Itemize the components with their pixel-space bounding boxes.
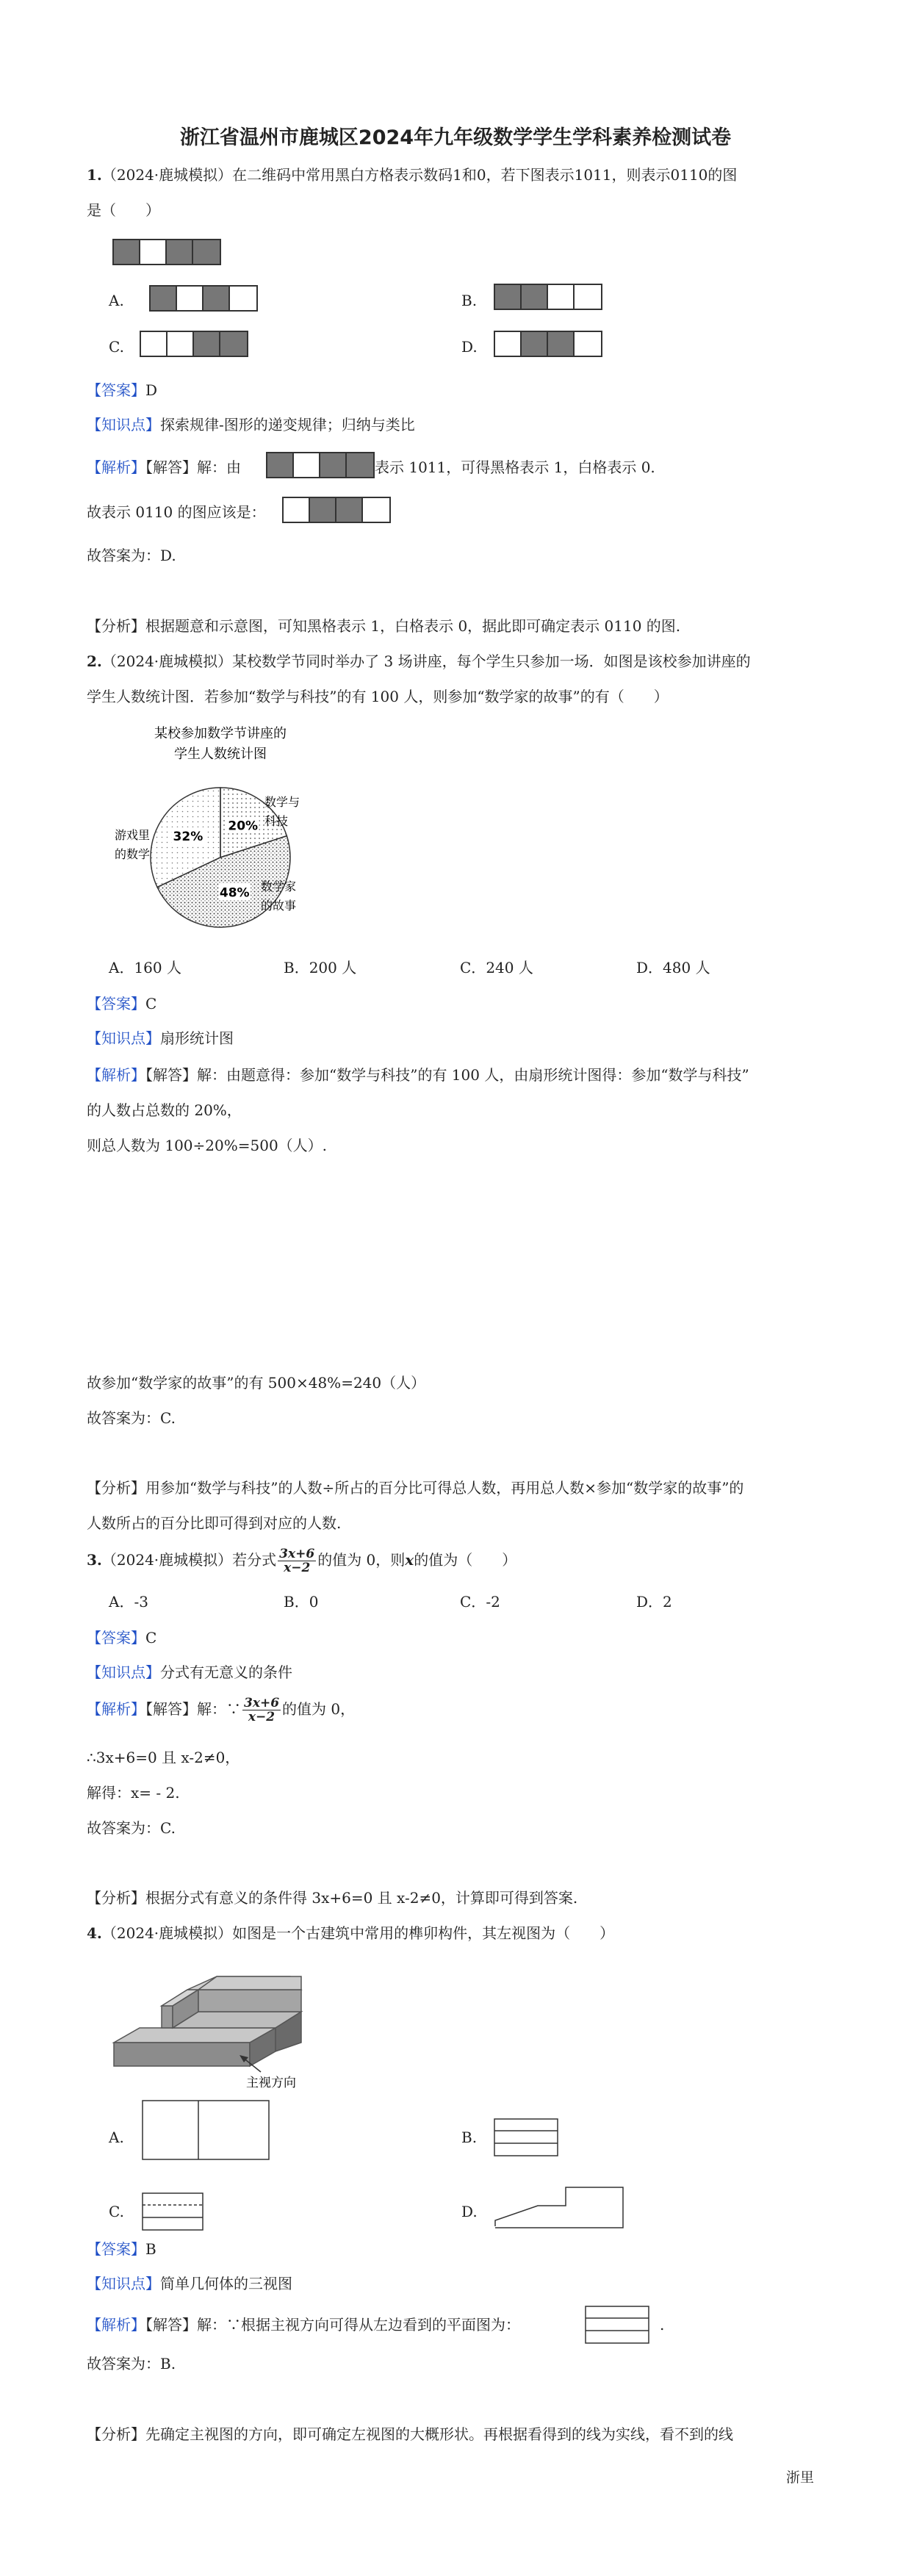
q2-answer-tag: 【答案】 — [87, 995, 145, 1012]
white-cell — [284, 498, 310, 522]
black-cell — [193, 240, 220, 264]
q4-option-a-label[interactable]: A. — [109, 2129, 124, 2146]
q3-text-mid: 的值为 0，则 — [317, 1551, 406, 1569]
q3-frac-numerator: 3x+6 — [279, 1547, 315, 1561]
page-footer: 浙里 — [786, 2469, 815, 2486]
q1-stem-line2: 是（ ） — [87, 201, 160, 219]
q4-analysis-tag: 【解析】 — [87, 2316, 145, 2334]
q3-option-b-text: 0 — [309, 1593, 319, 1611]
black-cell — [522, 285, 548, 309]
q3-knowledge-text: 分式有无意义的条件 — [160, 1663, 292, 1681]
q3-option-a-text: -3 — [134, 1593, 148, 1611]
q3-option-a[interactable] — [109, 1593, 148, 1611]
black-cell — [167, 240, 193, 264]
q2-option-a-text: 160 人 — [134, 959, 181, 976]
q1-fenxi — [87, 617, 680, 635]
pie-percent-label: 48% — [219, 885, 250, 901]
white-cell — [575, 332, 601, 356]
q2-option-b-label: B． — [284, 959, 309, 976]
q3-sol1-pre: 解：∵ — [197, 1700, 241, 1718]
q2-option-b[interactable] — [284, 959, 356, 976]
q2-option-d[interactable] — [636, 959, 710, 976]
q1-solution-line2: 故表示 0110 的图应该是： — [87, 503, 266, 521]
white-cell — [141, 332, 168, 356]
q1-fenxi-tag: 【分析】 — [87, 617, 145, 635]
q1-option-a-label[interactable]: A. — [109, 292, 124, 309]
q2-solution-line3: 则总人数为 100÷20%=500（人）. — [87, 1137, 328, 1154]
q1-knowledge-text: 探索规律-图形的递变规律；归纳与类比 — [160, 416, 415, 433]
white-cell — [177, 287, 204, 310]
q3-stem — [87, 1546, 516, 1575]
q2-solution-line5: 故答案为：C. — [87, 1409, 176, 1427]
q3-answer-tag: 【答案】 — [87, 1629, 145, 1647]
q4-option-a-figure[interactable] — [142, 2100, 270, 2160]
q3-source: （2024·鹿城模拟） — [101, 1551, 233, 1569]
q1-figure-strip — [112, 239, 221, 265]
black-cell — [194, 332, 220, 356]
q2-knowledge-tag: 【知识点】 — [87, 1029, 160, 1047]
q3-knowledge-tag: 【知识点】 — [87, 1663, 160, 1681]
q1-solution-line1 — [87, 458, 241, 476]
q1-number: 1. — [87, 166, 102, 184]
q4-answer-value: B — [145, 2240, 156, 2258]
q2-fenxi-text1: 用参加“数学与科技”的人数÷所占的百分比可得总人数，再用总人数×参加“数学家的故事”的 — [145, 1479, 744, 1497]
pie-title-line2: 学生人数统计图 — [174, 746, 267, 762]
black-cell — [336, 498, 363, 522]
direction-label: 主视方向 — [246, 2076, 296, 2090]
q1-knowledge-tag: 【知识点】 — [87, 416, 160, 433]
q2-option-d-label: D． — [636, 959, 663, 976]
white-cell — [168, 332, 194, 356]
q2-stem-text: 某校数学节同时举办了 3 场讲座，每个学生只参加一场．如图是该校参加讲座的 — [232, 652, 751, 670]
q4-answer — [87, 2240, 156, 2258]
q3-sol1-post: 的值为 0， — [282, 1700, 356, 1718]
q4-knowledge-text: 简单几何体的三视图 — [160, 2275, 292, 2292]
q3-option-d-label: D． — [636, 1593, 663, 1611]
q2-number: 2. — [87, 652, 102, 670]
q3-option-b-label: B． — [284, 1593, 309, 1611]
q2-option-c-label: C． — [460, 959, 486, 976]
q3-option-b[interactable] — [284, 1593, 318, 1611]
q2-solution-line4: 故参加“数学家的故事”的有 500×48%=240（人） — [87, 1374, 426, 1392]
q1-stem-text: 在二维码中常用黑白方格表示数码1和0，若下图表示1011，则表示0110的图 — [232, 166, 738, 184]
q4-figure — [110, 1954, 331, 2090]
q4-fenxi — [87, 2425, 733, 2443]
q3-option-a-label: A． — [109, 1593, 134, 1611]
q1-stem-line1 — [87, 166, 737, 184]
q2-option-a[interactable] — [109, 959, 181, 976]
white-cell — [140, 240, 167, 264]
q4-option-c-figure[interactable] — [142, 2192, 204, 2231]
q3-sol-frac-denominator: x−2 — [248, 1710, 276, 1724]
white-cell — [495, 332, 522, 356]
q4-option-b-label[interactable]: B. — [461, 2129, 478, 2146]
q2-option-c-text: 240 人 — [486, 959, 533, 976]
q3-text-post: 的值为（ ） — [414, 1551, 517, 1569]
q1-fenxi-text: 根据题意和示意图，可知黑格表示 1，白格表示 0，据此即可确定表示 0110 的图. — [145, 617, 681, 635]
q2-knowledge-text: 扇形统计图 — [160, 1029, 234, 1047]
pie-category-label: 数学与 — [264, 795, 300, 809]
q3-option-c[interactable] — [460, 1593, 500, 1611]
q1-option-d-strip[interactable] — [494, 331, 602, 357]
q2-pie-chart — [103, 722, 353, 942]
q2-fenxi-line1 — [87, 1479, 743, 1497]
q2-option-b-text: 200 人 — [309, 959, 357, 976]
q3-solution-line4: 故答案为：C. — [87, 1819, 176, 1837]
q1-solution-strip-2 — [282, 497, 391, 523]
black-cell — [495, 285, 522, 309]
black-cell — [548, 332, 575, 356]
q1-answer-value: D — [145, 381, 158, 399]
q3-solution-tag: 【解答】 — [145, 1700, 197, 1718]
q2-sol1-text: 解：由题意得：参加“数学与科技”的有 100 人，由扇形统计图得：参加“数学与科技” — [197, 1066, 749, 1084]
q3-frac-denominator: x−2 — [284, 1561, 311, 1575]
q3-analysis-tag: 【解析】 — [87, 1700, 145, 1718]
q1-option-d-label[interactable]: D. — [461, 338, 478, 356]
q4-knowledge-tag: 【知识点】 — [87, 2275, 160, 2292]
q4-source: （2024·鹿城模拟） — [101, 1924, 233, 1942]
q4-option-d-label[interactable]: D. — [461, 2203, 478, 2220]
q2-fenxi-tag: 【分析】 — [87, 1479, 145, 1497]
black-cell — [310, 498, 336, 522]
q3-fenxi-tag: 【分析】 — [87, 1889, 145, 1907]
pie-title-line1: 某校参加数学节讲座的 — [154, 726, 287, 741]
q4-sol1-text: 解：∵根据主视方向可得从左边看到的平面图为： — [197, 2316, 520, 2334]
q1-option-b-label[interactable]: B. — [461, 292, 478, 309]
white-cell — [294, 453, 320, 477]
q3-sol-frac-numerator: 3x+6 — [244, 1696, 280, 1710]
q4-option-b-figure[interactable] — [494, 2118, 558, 2156]
q1-solution-line3: 故答案为：D. — [87, 547, 176, 564]
q4-solution-tag: 【解答】 — [145, 2316, 197, 2334]
q3-option-c-text: -2 — [486, 1593, 500, 1611]
q4-answer-tag: 【答案】 — [87, 2240, 145, 2258]
q2-answer — [87, 995, 156, 1012]
q1-knowledge — [87, 416, 415, 433]
pie-category-label: 游戏里 — [114, 828, 151, 842]
q4-stem-text: 如图是一个古建筑中常用的榫卯构件，其左视图为（ ） — [232, 1924, 615, 1942]
q4-knowledge — [87, 2275, 292, 2292]
q4-option-d-figure[interactable] — [494, 2185, 626, 2231]
q4-fenxi-tag: 【分析】 — [87, 2425, 145, 2443]
q3-var: x — [405, 1551, 414, 1569]
q3-fenxi-text: 根据分式有意义的条件得 3x+6=0 且 x-2≠0，计算即可得到答案. — [145, 1889, 578, 1907]
q2-option-d-text: 480 人 — [663, 959, 710, 976]
q1-option-a-strip[interactable] — [149, 285, 258, 312]
pie-category-label: 数学家 — [261, 879, 297, 893]
black-cell — [347, 453, 373, 477]
q3-answer — [87, 1629, 156, 1647]
q4-stem — [87, 1924, 614, 1942]
q1-option-c-label[interactable]: C. — [109, 338, 124, 356]
q3-solution-line2: ∴3x+6=0 且 x-2≠0， — [87, 1749, 240, 1766]
black-cell — [320, 453, 347, 477]
q2-solution-tag: 【解答】 — [145, 1066, 197, 1084]
white-cell — [230, 287, 256, 310]
pie-category-label: 科技 — [264, 814, 289, 828]
q1-source: （2024·鹿城模拟） — [101, 166, 233, 184]
pie-category-label: 的数学 — [114, 847, 151, 861]
q1-answer — [87, 381, 157, 399]
q1-option-b-strip[interactable] — [494, 284, 602, 310]
q3-sol-fraction — [242, 1697, 281, 1724]
q4-fenxi-text: 先确定主视图的方向，即可确定左视图的大概形状。再根据看得到的线为实线，看不到的线 — [145, 2425, 733, 2443]
q4-solution-line1 — [87, 2316, 520, 2334]
q3-number: 3. — [87, 1551, 102, 1569]
q2-stem-line1 — [87, 652, 751, 670]
white-cell — [575, 285, 601, 309]
q1-sol-pre: 解：由 — [197, 458, 241, 476]
q2-solution-line1 — [87, 1066, 749, 1084]
q3-text-pre: 若分式 — [232, 1551, 277, 1569]
pie-percent-label: 32% — [173, 830, 204, 845]
q2-analysis-tag: 【解析】 — [87, 1066, 145, 1084]
q4-solution-figure — [585, 2306, 649, 2344]
q2-answer-value: C — [145, 995, 157, 1012]
q3-fraction — [278, 1547, 316, 1575]
black-cell — [204, 287, 230, 310]
white-cell — [548, 285, 575, 309]
q3-solution-line3: 解得：x= - 2. — [87, 1784, 180, 1802]
page-title: 浙江省温州市鹿城区2024年九年级数学学生学科素养检测试卷 — [179, 126, 732, 149]
q1-answer-tag: 【答案】 — [87, 381, 145, 399]
q3-answer-value: C — [145, 1629, 157, 1647]
q2-solution-line2: 的人数占总数的 20%， — [87, 1101, 242, 1119]
q3-option-c-label: C． — [460, 1593, 486, 1611]
black-cell — [151, 287, 177, 310]
pie-percent-label: 20% — [228, 819, 259, 834]
q3-option-d[interactable] — [636, 1593, 672, 1611]
q2-option-c[interactable] — [460, 959, 533, 976]
q1-analysis-tag: 【解析】 — [87, 458, 145, 476]
q4-option-c-label[interactable]: C. — [109, 2203, 124, 2220]
q1-solution-strip — [266, 452, 375, 478]
pie-category-label: 的故事 — [261, 899, 297, 913]
q2-knowledge — [87, 1029, 234, 1047]
q3-fenxi — [87, 1889, 577, 1907]
q1-solution-tag: 【解答】 — [145, 458, 197, 476]
q2-source: （2024·鹿城模拟） — [101, 652, 233, 670]
q3-knowledge — [87, 1663, 292, 1681]
q3-solution-line1 — [87, 1695, 355, 1724]
q2-fenxi-line2: 人数所占的百分比即可得到对应的人数. — [87, 1514, 342, 1532]
q2-stem-line2: 学生人数统计图．若参加“数学与科技”的有 100 人，则参加“数学家的故事”的有（ ） — [87, 688, 669, 705]
black-cell — [114, 240, 140, 264]
q4-number: 4. — [87, 1924, 102, 1942]
q4-solution-line2: 故答案为：B. — [87, 2355, 176, 2372]
white-cell — [363, 498, 389, 522]
q1-option-c-strip[interactable] — [140, 331, 248, 357]
black-cell — [267, 453, 294, 477]
black-cell — [522, 332, 548, 356]
q2-option-a-label: A． — [109, 959, 134, 976]
q1-sol-post: 表示 1011，可得黑格表示 1，白格表示 0. — [375, 458, 655, 476]
q4-sol1-end: . — [660, 2316, 665, 2334]
black-cell — [220, 332, 247, 356]
q3-option-d-text: 2 — [663, 1593, 672, 1611]
